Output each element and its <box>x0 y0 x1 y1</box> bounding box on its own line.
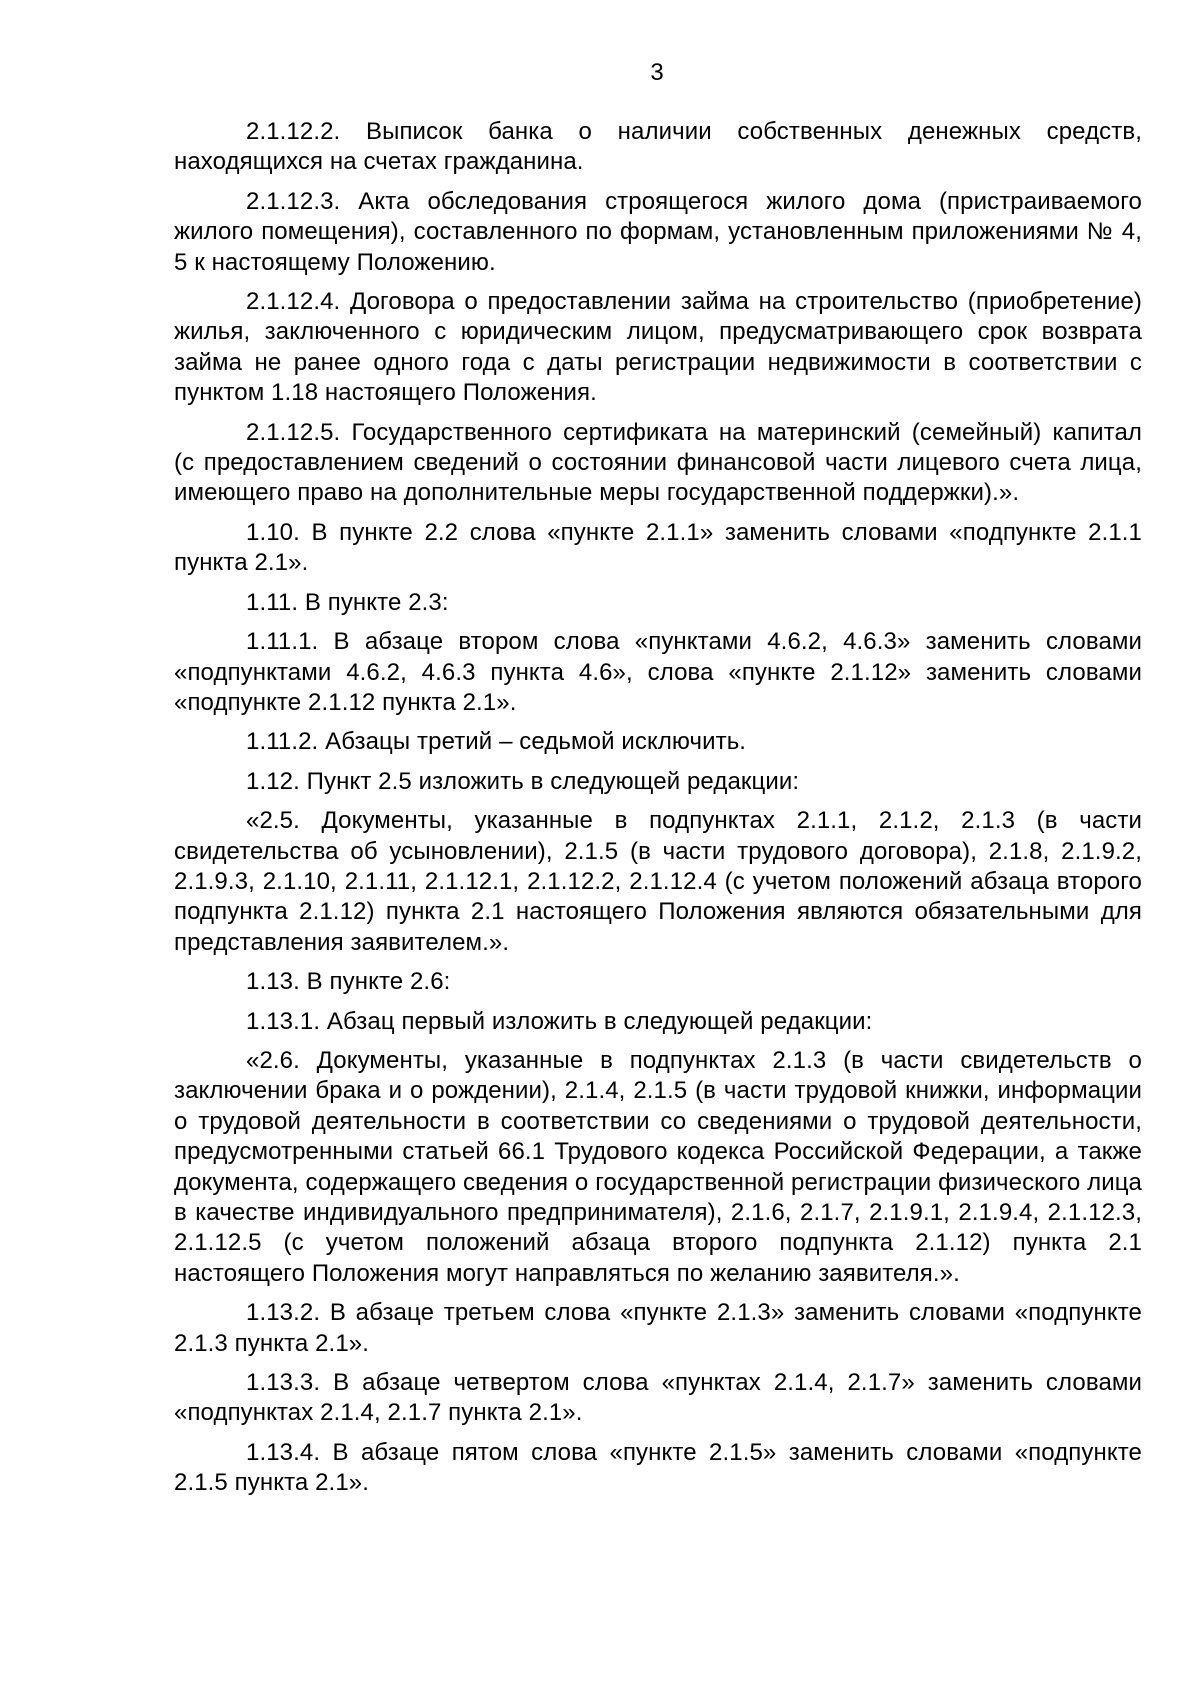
document-body <box>174 117 1142 1508</box>
paragraph-1-10: 1.10. В пункте 2.2 слова «пункте 2.1.1» заменить словами «подпункте 2.1.1 пункта 2.1». <box>174 518 1142 577</box>
paragraph-2-6-quote: «2.6. Документы, указанные в подпунктах 2.1.3 (в части свидетельств о заключении брака и о рождении), 2.1.4, 2.1.5 (в части трудовой книжки, информации о трудовой деятельности в соответствии со сведениями о трудовой деятельности, предусмотренными статьей 66.1 Трудового кодекса Российской Федерации, а также документа, содержащего сведения о государственной регистрации физического лица в качестве индивидуального предпринимателя), 2.1.6, 2.1.7, 2.1.9.1, 2.1.9.4, 2.1.12.3, 2.1.12.5 (с учетом положений абзаца второго подпункта 2.1.12) пункта 2.1 настоящего Положения могут направляться по желанию заявителя.». <box>174 1046 1142 1287</box>
paragraph-1-11-1: 1.11.1. В абзаце втором слова «пунктами 4.6.2, 4.6.3» заменить словами «подпунктами 4.6.2, 4.6.3 пункта 4.6», слова «пункте 2.1.12» заменить словами «подпункте 2.1.12 пункта 2.1». <box>174 628 1142 716</box>
paragraph-1-13: 1.13. В пункте 2.6: <box>246 968 451 996</box>
paragraph-2-1-12-5: 2.1.12.5. Государственного сертификата на материнский (семейный) капитал (с предоставлением сведений о состоянии финансовой части лицевого счета лица, имеющего право на дополнительные меры государственной поддержки).». <box>174 418 1142 507</box>
paragraph-1-11: 1.11. В пункте 2.3: <box>246 588 449 616</box>
paragraph-1-13-3: 1.13.3. В абзаце четвертом слова «пунктах 2.1.4, 2.1.7» заменить словами «подпунктах 2.1.4, 2.1.7 пункта 2.1». <box>174 1369 1142 1427</box>
paragraph-1-13-2: 1.13.2. В абзаце третьем слова «пункте 2.1.3» заменить словами «подпункте 2.1.3 пункта 2.1». <box>174 1299 1142 1357</box>
paragraph-2-1-12-2: 2.1.12.2. Выписок банка о наличии собственных денежных средств, находящихся на счетах гражданина. <box>174 118 1142 176</box>
paragraph-2-1-12-4: 2.1.12.4. Договора о предоставлении займа на строительство (приобретение) жилья, заключенного с юридическим лицом, предусматривающего срок возврата займа не ранее одного года с даты регистрации недвижимости в соответствии с пунктом 1.18 настоящего Положения. <box>174 288 1142 407</box>
paragraph-1-13-4: 1.13.4. В абзаце пятом слова «пункте 2.1.5» заменить словами «подпункте 2.1.5 пункта 2.1». <box>174 1438 1142 1497</box>
paragraph-2-5-quote: «2.5. Документы, указанные в подпунктах 2.1.1, 2.1.2, 2.1.3 (в части свидетельства об усыновлении), 2.1.5 (в части трудового договора), 2.1.8, 2.1.9.2, 2.1.9.3, 2.1.10, 2.1.11, 2.1.12.1, 2.1.12.2, 2.1.12.4 (с учетом положений абзаца второго подпункта 2.1.12) пункта 2.1 настоящего Положения являются обязательными для представления заявителем.». <box>174 807 1142 956</box>
paragraph-1-11-2: 1.11.2. Абзацы третий – седьмой исключить. <box>246 728 747 756</box>
paragraph-2-1-12-3: 2.1.12.3. Акта обследования строящегося жилого дома (пристраиваемого жилого помещения), составленного по формам, установленным приложениями № 4, 5 к настоящему Положению. <box>174 187 1142 276</box>
paragraph-1-13-1: 1.13.1. Абзац первый изложить в следующей редакции: <box>246 1007 873 1035</box>
page-number: 3 <box>650 59 664 86</box>
paragraph-1-12: 1.12. Пункт 2.5 изложить в следующей редакции: <box>246 767 800 795</box>
